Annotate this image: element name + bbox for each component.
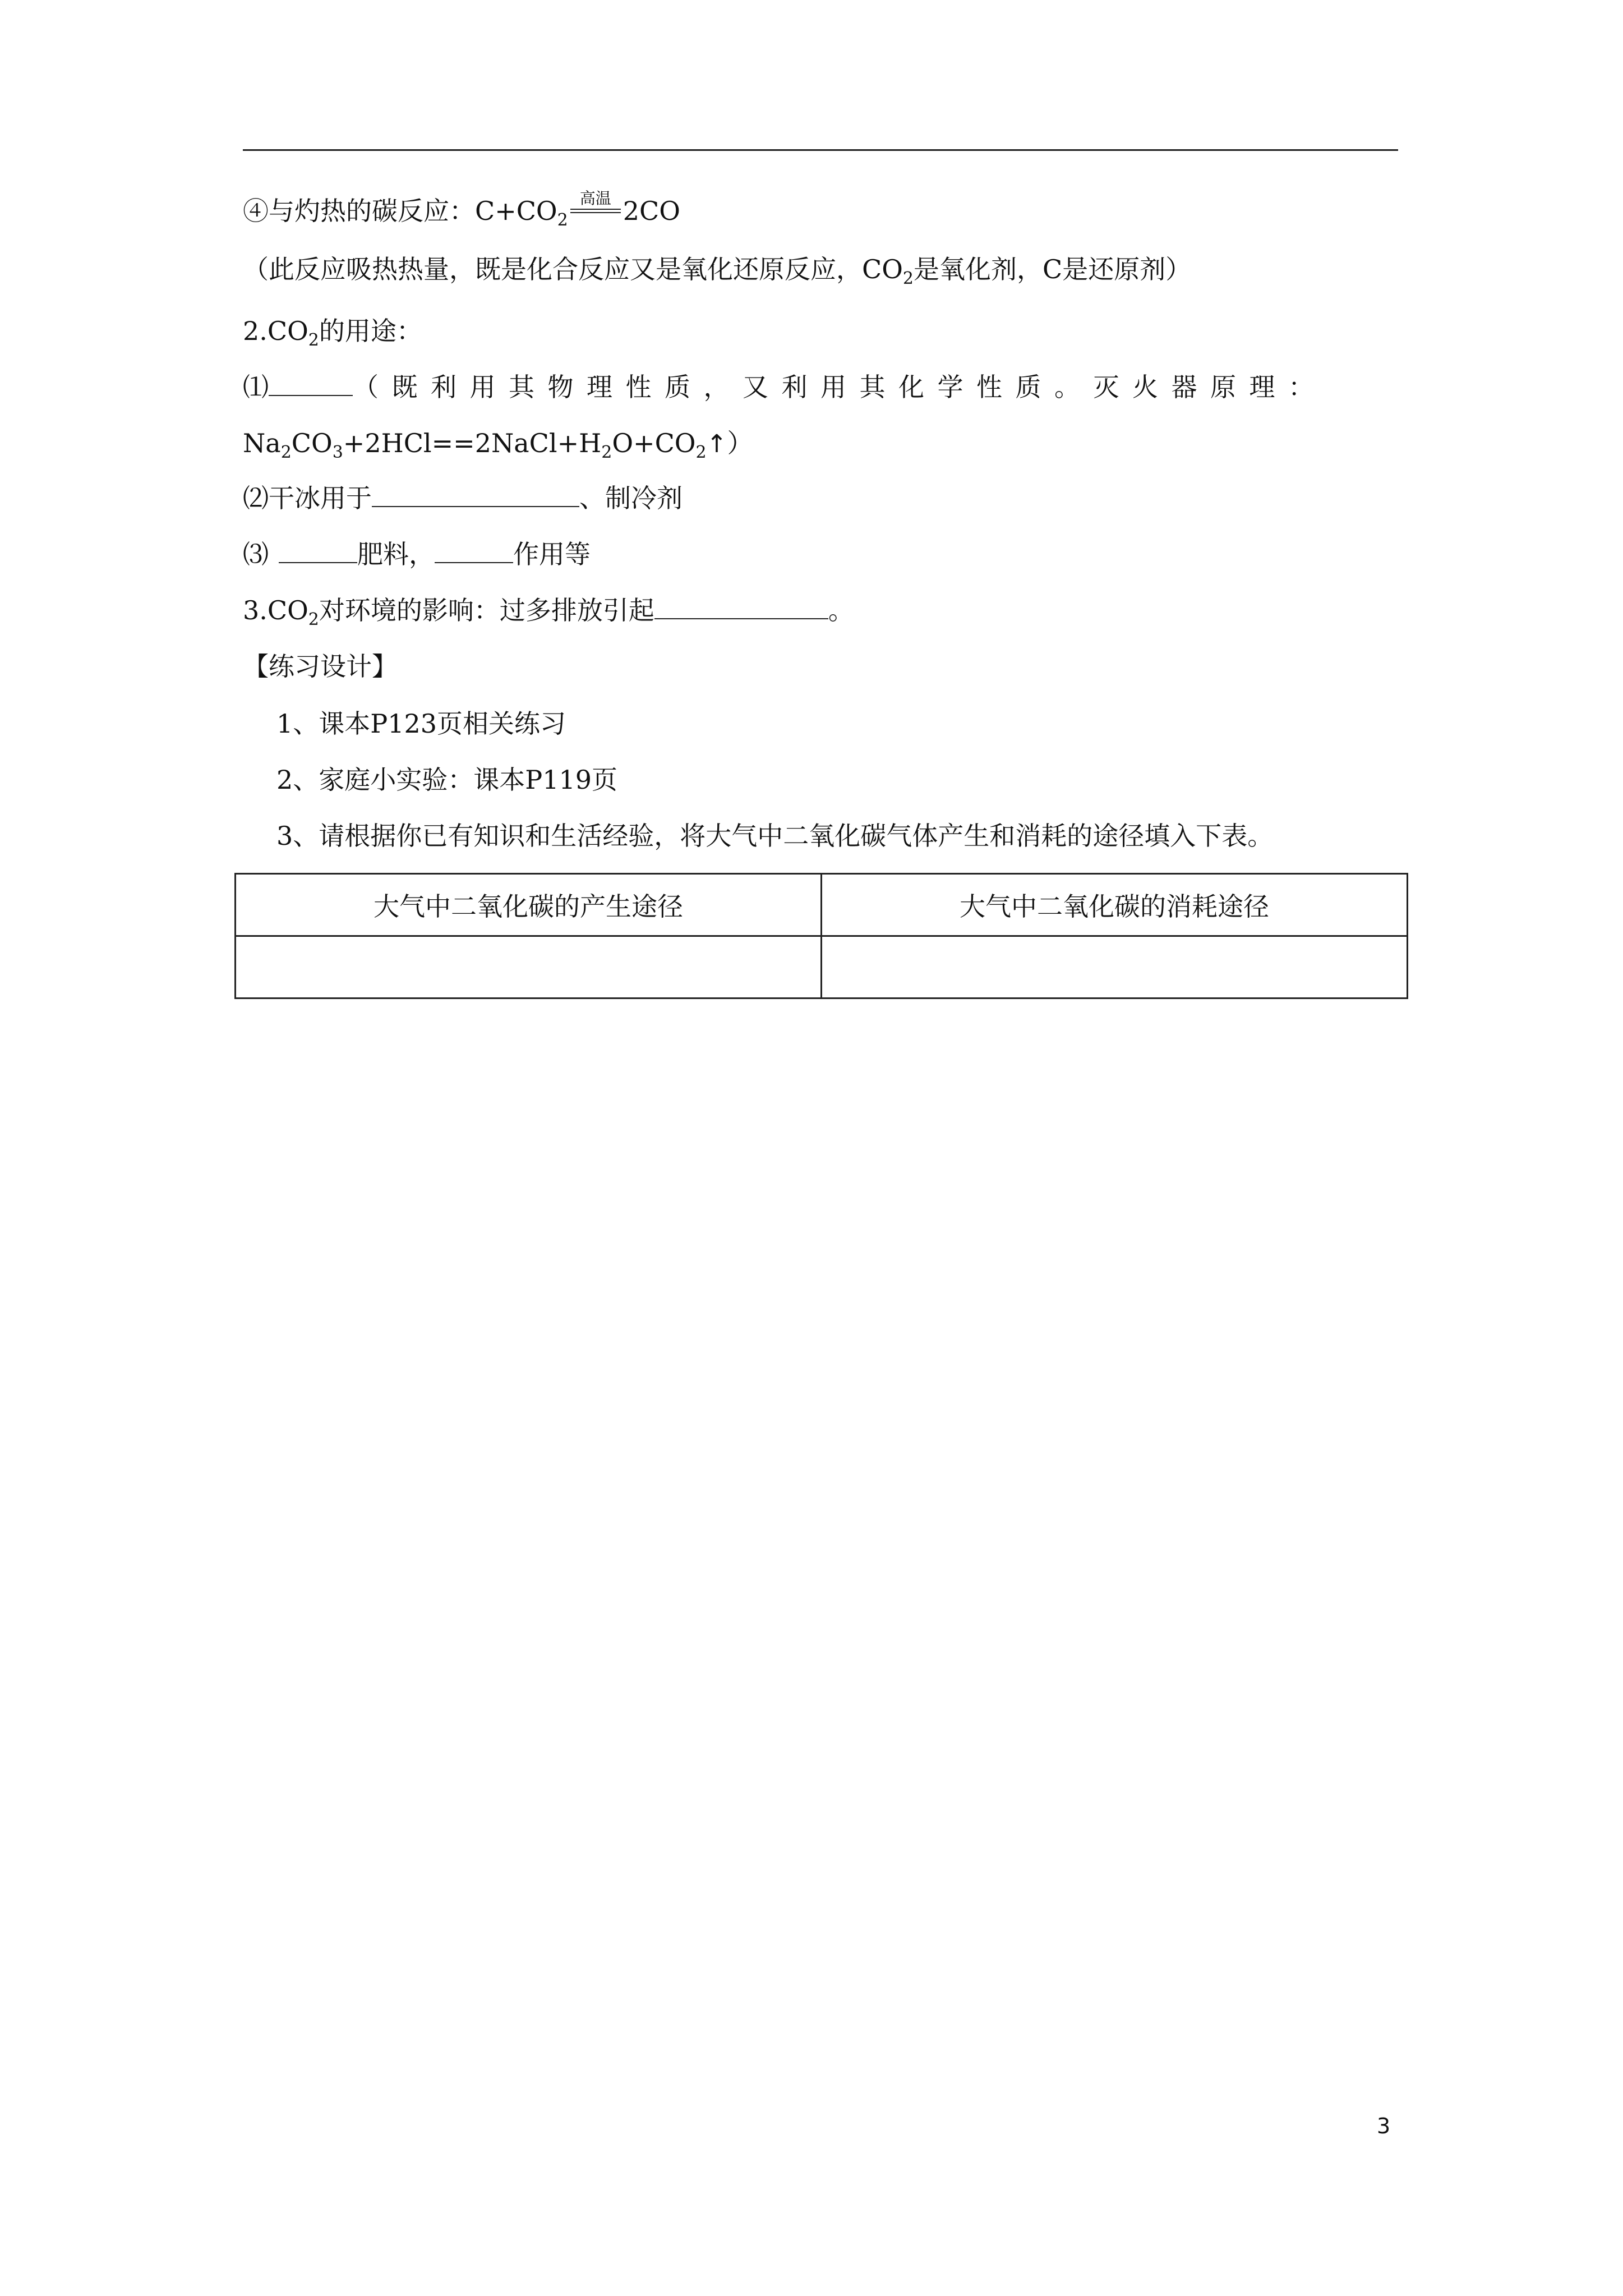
note-after: 是氧化剂，C是还原剂）: [914, 254, 1192, 284]
eq-o-co: O+CO: [612, 428, 696, 458]
item2-blank: [372, 481, 579, 507]
note-sub: 2: [902, 269, 914, 288]
uses-heading: [243, 314, 422, 348]
table-row: [236, 936, 1408, 999]
item3-blank-2: [435, 537, 513, 563]
eq-mid: +2HCl==2NaCl+H: [343, 428, 602, 458]
exercise-item-3: 3、请根据你已有知识和生活经验，将大气中二氧化碳气体产生和消耗的途径填入下表。: [276, 821, 1274, 851]
note-before: （此反应吸热热量，既是化合反应又是氧化还原反应，CO: [243, 254, 903, 284]
env-after: 对环境的影响：过多排放引起: [319, 595, 654, 625]
eq-sub-2: 3: [332, 443, 343, 462]
env-before: 3.CO: [243, 595, 308, 625]
uses-item-3: [243, 537, 591, 571]
eq-sub-3: 2: [601, 443, 612, 462]
eq-sub-1: 2: [280, 443, 292, 462]
reaction-sub: 2: [557, 210, 568, 230]
item3-blank-1: [279, 537, 357, 563]
cell-consumption[interactable]: [822, 936, 1408, 999]
extinguisher-equation: [243, 426, 753, 461]
item3-mid: 肥料，: [357, 539, 435, 569]
uses-heading-sub: 2: [308, 330, 319, 350]
cell-production[interactable]: [236, 936, 822, 999]
header-production: 大气中二氧化碳的产生途径: [236, 874, 822, 936]
eq-close: ）: [727, 428, 753, 458]
header-rule: [243, 149, 1398, 151]
reaction-condition: [570, 189, 621, 228]
item1-text: （既利用其物理性质，又利用其化学性质。灭火器原理：: [353, 372, 1327, 402]
reaction-product: 2CO: [623, 196, 680, 226]
reaction-line: [243, 189, 680, 230]
uses-item-1: [243, 370, 1327, 404]
eq-na: Na: [243, 428, 281, 458]
table-header-row: [236, 874, 1408, 936]
reaction-note: [243, 252, 1191, 286]
page-number: 3: [1377, 2114, 1391, 2138]
uses-heading-before: 2.CO: [243, 316, 308, 346]
co2-pathways-table: [234, 873, 1408, 999]
env-sub: 2: [308, 610, 319, 629]
gas-arrow-icon: ↑: [706, 430, 727, 458]
item2-after: 、制冷剂: [579, 483, 683, 513]
eq-sub-4: 2: [695, 443, 707, 462]
reaction-text: ④与灼热的碳反应：C+CO: [243, 196, 557, 226]
exercise-item-1: 1、课本P123页相关练习: [276, 708, 566, 739]
item1-label: ⑴: [243, 372, 269, 402]
item1-blank: [269, 370, 353, 396]
exercise-item-2: 2、家庭小实验：课本P119页: [276, 765, 618, 795]
env-blank: [654, 593, 828, 619]
uses-item-2: [243, 481, 683, 515]
condition-label: 高温: [579, 189, 611, 208]
item3-end: 作用等: [513, 539, 591, 569]
exercise-title: 【练习设计】: [243, 651, 398, 682]
condition-equals: [570, 209, 621, 213]
header-consumption: 大气中二氧化碳的消耗途径: [822, 874, 1408, 936]
env-end: 。: [828, 595, 854, 625]
environment-impact: [243, 593, 854, 627]
uses-heading-after: 的用途：: [319, 316, 422, 346]
item3-label: ⑶: [243, 539, 269, 569]
eq-co: CO: [291, 428, 333, 458]
item2-label: ⑵干冰用于: [243, 483, 372, 513]
